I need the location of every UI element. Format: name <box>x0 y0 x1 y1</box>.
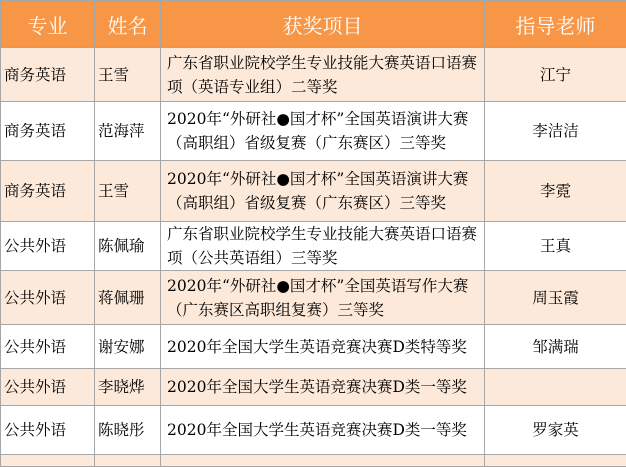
cell-teacher <box>485 455 626 467</box>
cell-name: 陈晓彤 <box>95 406 161 455</box>
header-name: 姓名 <box>95 1 161 48</box>
cell-name: 蒋佩珊 <box>95 271 161 325</box>
award-text: 2020年“外研社●国才杯”全国英语演讲大赛（高职组）省级复赛（广东赛区）三等奖 <box>167 167 479 215</box>
table-row <box>1 406 626 455</box>
cell-award <box>161 102 485 161</box>
cell-name: 李晓烨 <box>95 369 161 406</box>
cell-name: 王雪 <box>95 48 161 102</box>
table-row <box>1 325 626 369</box>
award-text: 2020年全国大学生英语竞赛决赛D类特等奖 <box>167 335 479 359</box>
header-row <box>1 1 626 48</box>
cell-name: 王雪 <box>95 161 161 222</box>
cell-teacher: 江宁 <box>485 48 626 102</box>
cell-major: 商务英语 <box>1 161 95 222</box>
cell-teacher: 罗家英 <box>485 406 626 455</box>
cell-award <box>161 48 485 102</box>
cell-award <box>161 161 485 222</box>
award-text: 2020年“外研社●国才杯”全国英语演讲大赛（高职组）省级复赛（广东赛区）三等奖 <box>167 107 479 155</box>
award-text: 广东省职业院校学生专业技能大赛英语口语赛项（公共英语组）三等奖 <box>167 222 479 270</box>
cell-award <box>161 406 485 455</box>
cell-major: 公共外语 <box>1 325 95 369</box>
header-teacher: 指导老师 <box>485 1 626 48</box>
award-text: 2020年“外研社●国才杯”全国英语写作大赛（广东赛区高职组复赛）三等奖 <box>167 274 479 322</box>
award-text: 2020年全国大学生英语竞赛决赛D类一等奖 <box>167 418 479 442</box>
cell-major: 公共外语 <box>1 222 95 271</box>
cell-major: 商务英语 <box>1 102 95 161</box>
table-row <box>1 102 626 161</box>
cell-teacher: 周玉霞 <box>485 271 626 325</box>
award-text: 广东省职业院校学生专业技能大赛英语口语赛项（英语专业组）二等奖 <box>167 51 479 99</box>
table-header <box>1 1 626 48</box>
table-row <box>1 48 626 102</box>
cell-name <box>95 455 161 467</box>
table-row <box>1 161 626 222</box>
cell-name: 陈佩瑜 <box>95 222 161 271</box>
cell-teacher: 王真 <box>485 222 626 271</box>
table-row <box>1 271 626 325</box>
cell-major: 公共外语 <box>1 369 95 406</box>
cell-major: 商务英语 <box>1 48 95 102</box>
cell-teacher: 邹满瑞 <box>485 325 626 369</box>
cell-name: 范海萍 <box>95 102 161 161</box>
cell-teacher: 李洁洁 <box>485 102 626 161</box>
header-major: 专业 <box>1 1 95 48</box>
cell-award <box>161 222 485 271</box>
table-body <box>1 48 626 467</box>
table-row <box>1 455 626 467</box>
cell-award <box>161 271 485 325</box>
cell-teacher: 李霓 <box>485 161 626 222</box>
cell-award <box>161 369 485 406</box>
cell-major <box>1 455 95 467</box>
award-text: 2020年全国大学生英语竞赛决赛D类一等奖 <box>167 375 479 399</box>
cell-major: 公共外语 <box>1 406 95 455</box>
table-row <box>1 222 626 271</box>
cell-major: 公共外语 <box>1 271 95 325</box>
cell-teacher <box>485 369 626 406</box>
cell-award <box>161 455 485 467</box>
table-row <box>1 369 626 406</box>
cell-name: 谢安娜 <box>95 325 161 369</box>
header-award: 获奖项目 <box>161 1 485 48</box>
cell-award <box>161 325 485 369</box>
